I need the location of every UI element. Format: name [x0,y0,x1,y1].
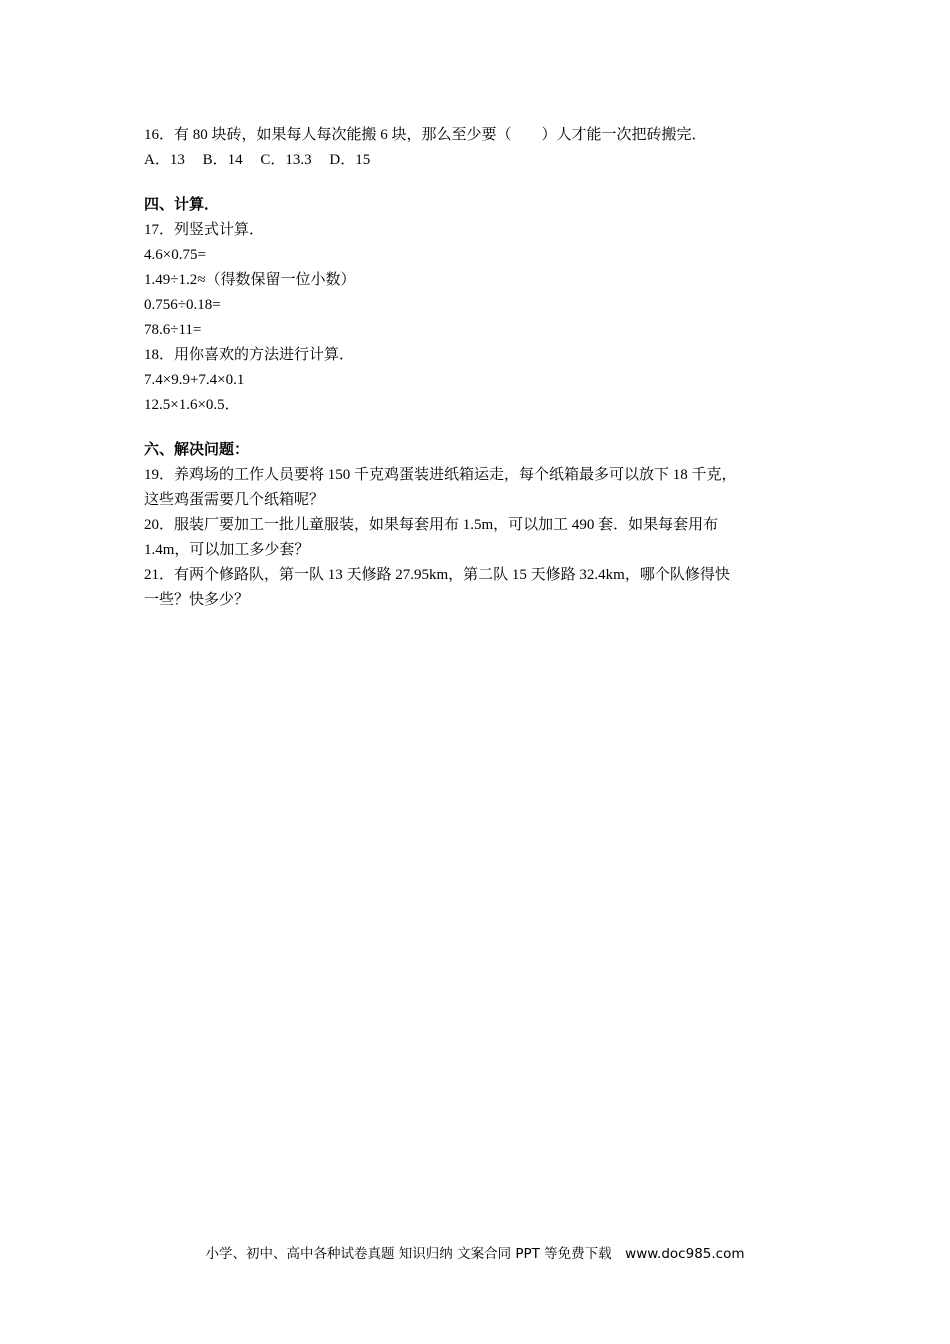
option-a: A．13 [144,152,185,168]
question-18-item-1: 7.4×9.9+7.4×0.1 [144,372,245,388]
question-17-item-4: 78.6÷11= [144,322,202,338]
question-20-line-1: 20．服装厂要加工一批儿童服装，如果每套用布 1.5m，可以加工 490 套．如果每套用布 [144,517,719,533]
exam-content [144,123,806,613]
question-19-line-1: 19．养鸡场的工作人员要将 150 千克鸡蛋装进纸箱运走，每个纸箱最多可以放下 18 千克， [144,467,737,483]
question-18-item-2: 12.5×1.6×0.5． [144,397,240,413]
question-21-line-2: 一些？快多少？ [144,592,250,608]
question-16-options [144,148,806,173]
spacer [144,173,806,193]
section-4-heading: 四、计算． [144,197,220,213]
option-b: B．14 [202,152,243,168]
question-20-line-2: 1.4m，可以加工多少套？ [144,542,310,558]
question-17-item-1: 4.6×0.75= [144,247,206,263]
question-21-line-1: 21．有两个修路队，第一队 13 天修路 27.95km，第二队 15 天修路 32.4km，哪个队修得快 [144,567,730,583]
spacer [144,418,806,438]
page-footer: 小学、初中、高中各种试卷真题 知识归纳 文案合同 PPT 等免费下载 www.doc985.com [205,1246,745,1262]
question-16: 16．有 80 块砖，如果每人每次能搬 6 块，那么至少要（ ）人才能一次把砖搬完． [144,127,707,143]
section-6-heading: 六、解决问题： [144,442,250,458]
option-c: C．13.3 [260,152,312,168]
question-17-item-2: 1.49÷1.2≈（得数保留一位小数） [144,272,356,288]
question-19-line-2: 这些鸡蛋需要几个纸箱呢？ [144,492,325,508]
question-18-title: 18．用你喜欢的方法进行计算． [144,347,355,363]
option-d: D．15 [329,152,371,168]
question-17-item-3: 0.756÷0.18= [144,297,221,313]
question-17-title: 17．列竖式计算． [144,222,265,238]
